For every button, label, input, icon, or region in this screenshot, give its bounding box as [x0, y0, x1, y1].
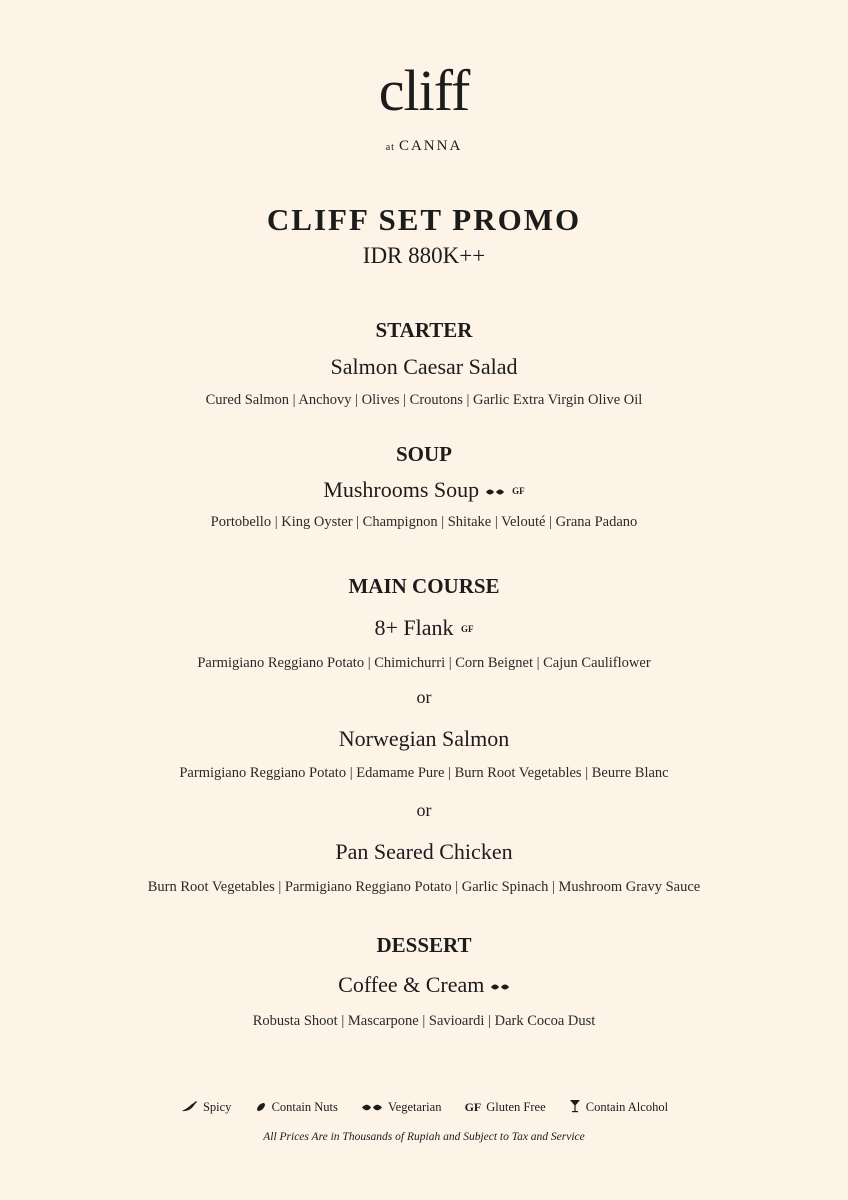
nut-icon — [255, 1101, 267, 1113]
dish-desc-coffee-cream: Robusta Shoot | Mascarpone | Savioardi | Dark Cocoa Dust — [252, 1013, 596, 1029]
dish-mushrooms-soup: Mushrooms Soup — [323, 477, 480, 502]
dish-coffee-cream: Coffee & Cream — [338, 972, 485, 997]
menu-title: CLIFF SET PROMO — [266, 202, 582, 237]
menu-price: IDR 880K++ — [362, 243, 486, 268]
vegetarian-icon — [490, 982, 510, 992]
dish-mushrooms-soup-row — [0, 478, 848, 502]
dish-coffee-cream-row — [0, 973, 848, 997]
legend-gluten-free — [465, 1100, 546, 1115]
dietary-legend — [0, 1099, 848, 1115]
legend-spicy-label: Spicy — [202, 1100, 232, 1114]
gluten-free-tag: GF — [461, 624, 474, 634]
dish-desc-pan-seared-chicken: Burn Root Vegetables | Parmigiano Reggiano Potato | Garlic Spinach | Mushroom Gravy Sauce — [147, 879, 701, 895]
cocktail-glass-icon — [569, 1099, 581, 1113]
price-footnote: All Prices Are in Thousands of Rupiah and Subject to Tax and Service — [263, 1131, 585, 1143]
logo-wordmark: cliff — [378, 58, 470, 123]
section-title-main-course: MAIN COURSE — [348, 574, 500, 598]
legend-gluten-free-label: Gluten Free — [486, 1100, 546, 1114]
dish-desc-mushrooms-soup: Portobello | King Oyster | Champignon | Shitake | Velouté | Grana Padano — [210, 514, 638, 530]
legend-vegetarian — [361, 1100, 441, 1115]
dish-flank: 8+ Flank — [374, 615, 454, 640]
legend-alcohol-label: Contain Alcohol — [585, 1100, 669, 1114]
logo-subline — [0, 139, 848, 154]
dish-flank-row — [0, 616, 848, 640]
vegetarian-icon — [361, 1102, 383, 1113]
legend-vegetarian-label: Vegetarian — [388, 1100, 442, 1114]
legend-spicy — [180, 1100, 231, 1115]
logo-brand: CANNA — [398, 138, 463, 154]
dish-desc-norwegian-salmon: Parmigiano Reggiano Potato | Edamame Pure | Burn Root Vegetables | Beurre Blanc — [179, 765, 669, 781]
vegetarian-icon — [485, 487, 505, 497]
legend-nuts — [255, 1100, 338, 1115]
chili-icon — [180, 1101, 198, 1113]
dish-desc-salmon-caesar-salad: Cured Salmon | Anchovy | Olives | Croutons | Garlic Extra Virgin Olive Oil — [205, 392, 643, 408]
legend-alcohol — [569, 1099, 668, 1115]
or-separator: or — [416, 800, 432, 820]
section-title-soup: SOUP — [395, 442, 452, 466]
legend-nuts-label: Contain Nuts — [271, 1100, 338, 1114]
section-title-dessert: DESSERT — [376, 933, 472, 957]
dish-norwegian-salmon: Norwegian Salmon — [338, 726, 510, 751]
section-title-starter: STARTER — [375, 318, 473, 342]
dish-salmon-caesar-salad: Salmon Caesar Salad — [330, 354, 518, 379]
logo-at: at — [385, 142, 395, 153]
or-separator: or — [416, 687, 432, 707]
gluten-free-tag: GF — [512, 486, 525, 496]
dish-desc-flank: Parmigiano Reggiano Potato | Chimichurri | Corn Beignet | Cajun Cauliflower — [197, 655, 651, 671]
dish-pan-seared-chicken: Pan Seared Chicken — [335, 839, 513, 864]
gluten-free-icon: GF — [464, 1100, 482, 1114]
